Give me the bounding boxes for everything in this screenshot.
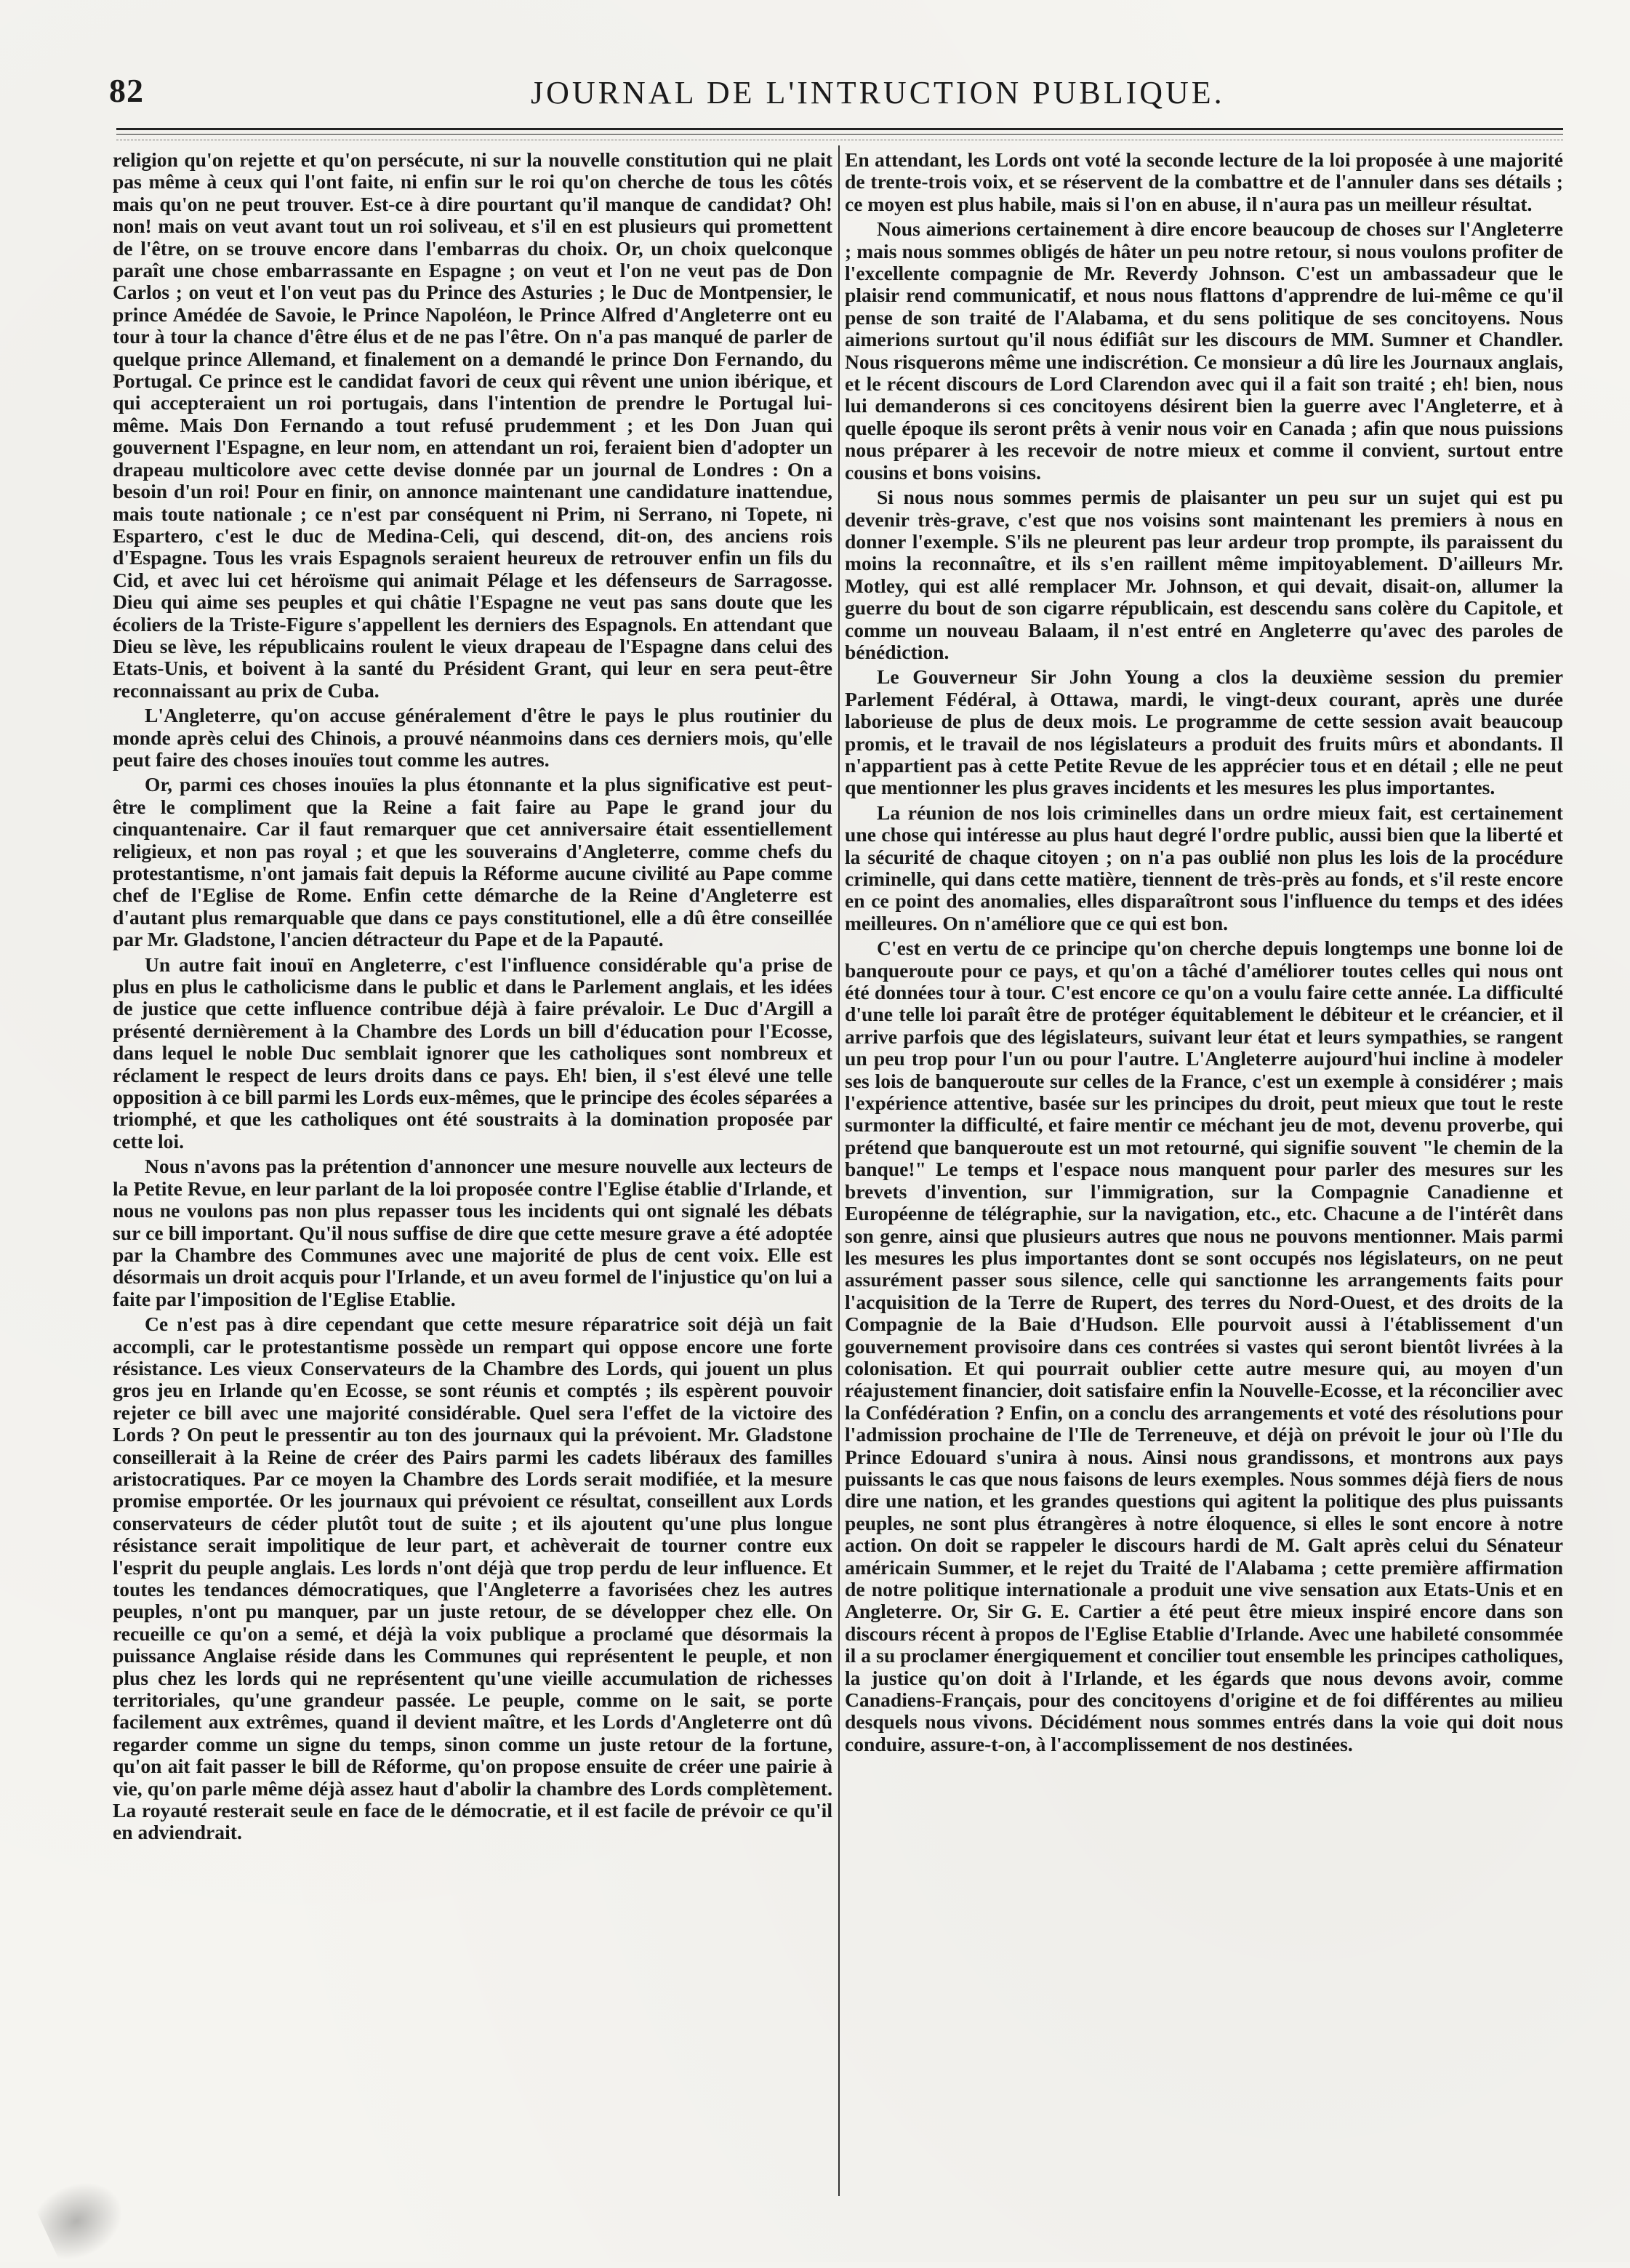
paragraph: Le Gouverneur Sir John Young a clos la deuxième session du premier Parlement Fédéral, à Ottawa, mardi, le vingt-deux courant, après une durée laborieuse de plus de deux mois. Le programme de cette session avait beaucoup promis, et le travail de nos législateurs a produit des fruits mûrs et abondants. Il n'appartient pas à cette Petite Revue de les apprécier tous et en détail ; elle ne peut que mentionner les plus graves incidents et les mesures les plus importantes. — [845, 665, 1563, 799]
paragraph: L'Angleterre, qu'on accuse généralement d'être le pays le plus routinier du monde après celui des Chinois, a prouvé néanmoins dans ces derniers mois, qu'elle peut faire des choses inouïes tout comme les autres. — [113, 704, 832, 771]
paragraph: Ce n'est pas à dire cependant que cette mesure réparatrice soit déjà un fait accompli, car le protestantisme possède un rempart qui oppose encore une forte résistance. Les vieux Conservateurs de la Chambre des Lords, qui jouent un plus gros jeu en Irlande qu'en Ecosse, se sont réunis et comptés ; ils espèrent pouvoir rejeter ce bill avec une majorité considérable. Quel sera l'effet de la victoire des Lords ? On peut le pressentir au ton des journaux qui la prévoient. Mr. Gladstone conseillerait à la Reine de créer des Pairs parmi les cadets libéraux des familles aristocratiques. Par ce moyen la Chambre des Lords serait modifiée, et la mesure promise emportée. Or les journaux qui prévoient ce résultat, conseillent aux Lords conservateurs de céder plutôt tout de suite ; et ils ajoutent qu'une plus longue résistance serait impolitique de leur part, et achèverait de tourner contre eux l'esprit du peuple anglais. Les lords n'ont déjà que trop perdu de leur influence. Et toutes les tendances démocratiques, que l'Angleterre a favorisées chez les autres peuples, n'ont pu manquer, par un juste retour, de se développer chez elle. On recueille ce qu'on a semé, et déjà la voix publique a proclamé que désormais la puissance Anglaise réside dans les Communes qui représentent le peuple, et non plus chez les lords qui ne représentent qu'une vieille accumulation de richesses territoriales, qu'une grandeur passée. Le peuple, comme on le sait, se porte facilement aux extrêmes, quand il devient maître, et les Lords d'Angleterre ont dû regarder comme un signe du temps, sinon comme un juste retour de la fortune, qu'on ait fait passer le bill de Réforme, qu'on propose ensuite de créer une pairie à vie, qu'on parle même déjà assez haut d'abolir la chambre des Lords complètement. La royauté resterait seule en face de le démocratie, et il est facile de prévoir ce qu'il en adviendrait. — [113, 1313, 832, 1844]
page-smudge — [32, 2168, 135, 2267]
right-column — [845, 149, 1563, 2112]
paragraph: Un autre fait inouï en Angleterre, c'est l'influence considérable qu'a prise de plus en plus le catholicisme dans le public et dans le Parlement anglais, et les idées de justice que cette influence contribue déjà à faire prévaloir. Le Duc d'Argill a présenté dernièrement à la Chambre des Lords un bill d'éducation pour l'Ecosse, dans lequel le noble Duc semblait ignorer que les catholiques sont nombreux et réclament le respect de leurs droits dans ce pays. Eh! bien, il s'est élevé une telle opposition à ce bill parmi les Lords eux-mêmes, que le principe des écoles séparées a triomphé, et que les catholiques ont été soustraits à la domination proposée par cette loi. — [113, 953, 832, 1153]
paragraph: Or, parmi ces choses inouïes la plus étonnante et la plus significative est peut-être le compliment que la Reine a fait faire au Pape le grand jour du cinquantenaire. Car il faut remarquer que cet anniversaire était essentiellement religieux, et non pas royal ; et que les souverains d'Angleterre, comme chefs du protestantisme, n'ont jamais fait depuis la Réforme aucune civilité au Pape comme chef de l'Eglise de Rome. Enfin cette démarche de la Reine d'Angleterre est d'autant plus remarquable que dans ce pays constitutionel, elle a dû être conseillée par Mr. Gladstone, l'ancien détracteur du Pape et de la Papauté. — [113, 773, 832, 951]
paragraph: Nous aimerions certainement à dire encore beaucoup de choses sur l'Angleterre ; mais nous sommes obligés de hâter un peu notre retour, si nous voulons profiter de l'excellente compagnie de Mr. Reverdy Johnson. C'est un ambassadeur que le plaisir rend communicatif, et nous nous flattons d'apprendre de lui-même ce qu'il pense de son traité de l'Alabama, et du sens politique de ses concitoyens. Nous aimerions surtout qu'il nous édifiât sur les discours de MM. Sumner et Chandler. Nous risquerons même une indiscrétion. Ce monsieur a dû lire les Journaux anglais, et le récent discours de Lord Clarendon avec qui il a fait son traité ; eh! bien, nous lui demanderons si ces concitoyens désirent bien la guerre avec l'Angleterre, et à quelle époque ils seront prêts à venir nous voir en Canada ; afin que nous puissions nous préparer à les recevoir de notre mieux et comme il convient, surtout entre cousins et bons voisins. — [845, 217, 1563, 484]
paragraph: En attendant, les Lords ont voté la seconde lecture de la loi proposée à une majorité de trente-trois voix, et se réservent de la combattre et de l'annuler dans ses détails ; ce moyen est plus habile, mais si l'on en abuse, il n'aura pas un meilleur résultat. — [845, 149, 1563, 215]
page-number: 82 — [109, 72, 144, 109]
journal-title: JOURNAL DE L'INTRUCTION PUBLIQUE. — [531, 75, 1225, 111]
paragraph: Nous n'avons pas la prétention d'annoncer une mesure nouvelle aux lecteurs de la Petite Revue, en leur parlant de la loi proposée contre l'Eglise établie d'Irlande, et nous ne voulons pas non plus repasser tous les incidents qui ont signalé les débats sur ce bill important. Qu'il nous suffise de dire que cette mesure grave a été adoptée par la Chambre des Communes avec une majorité de plus de cent voix. Elle est désormais un droit acquis pour l'Irlande, et un aveu formel de l'injustice qu'on lui a faite par l'imposition de l'Eglise Etablie. — [113, 1155, 832, 1310]
paragraph: C'est en vertu de ce principe qu'on cherche depuis longtemps une bonne loi de banqueroute pour ce pays, et qu'on a tâché d'améliorer toutes celles qui nous ont été données tour à tour. C'est encore ce qu'on a voulu faire cette année. La difficulté d'une telle loi paraît être de protéger équitablement le débiteur et le créancier, et il arrive parfois que des législateurs, suivant leur état et leurs sympathies, se rangent un peu trop pour l'un ou pour l'autre. L'Angleterre aujourd'hui incline à modeler ses lois de banqueroute sur celles de la France, c'est un exemple à considérer ; mais l'expérience attentive, basée sur les principes du droit, peut mieux que tout le reste surmonter la difficulté, et faire mentir ce méchant jeu de mot, devenu proverbe, qui prétend que banqueroute est un mot retourné, qui signifie souvent "le chemin de la banque!" Le temps et l'espace nous manquent pour parler des mesures sur les brevets d'invention, sur l'immigration, sur la Compagnie Canadienne et Européenne de télégraphie, sur la navigation, etc., etc. Chacune a de l'intérêt dans son genre, ainsi que plusieurs autres que nous ne pouvons mentionner. Mais parmi les mesures les plus importantes dont se sont occupés nos législateurs, on ne peut assurément passer sous silence, celle qui sanctionne les arrangements faits pour l'acquisition de la Terre de Rupert, des terres du Nord-Ouest, et des droits de la Compagnie de la Baie d'Hudson. Elle pourvoit aussi à l'établissement d'un gouvernement provisoire dans ces contrées si vastes qui seront bientôt livrées à la colonisation. Et qui pourrait oublier cette autre mesure qui, au moyen d'un réajustement financier, doit satisfaire enfin la Nouvelle-Ecosse, et la réconcilier avec la Confédération ? Enfin, on a conclu des arrangements et voté des résolutions pour l'admission prochaine de l'Ile de Terreneuve, et déjà on prévoit le jour où l'Ile du Prince Edouard s'unira à nous. Ainsi nous grandissons, et montrons aux pays puissants le cas que nous faisons de leurs exemples. Nous sommes déjà fiers de nous dire une nation, et les grandes questions qui agitent la politique des plus puissants peuples, ne sont plus étrangères à notre éloquence, si elles le sont encore à notre action. On doit se rappeler le discours hardi de M. Galt après celui du Sénateur américain Summer, et le rejet du Traité de l'Alabama ; cette première affirmation de notre politique internationale a produit une vive sensation aux Etats-Unis et en Angleterre. Or, Sir G. E. Cartier a été peut être mieux inspiré encore dans son discours récent à propos de l'Eglise Etablie d'Irlande. Avec une habileté consommée il a su proclamer énergiquement et concilier tout ensemble les principes catholiques, la justice qu'on doit à l'Irlande, et les égards que nous devons avoir, comme Canadiens-Français, pour des concitoyens d'origine et de foi différentes au milieu desquels nous vivons. Décidément nous sommes entrés dans la voie qui doit nous conduire, assure-t-on, à l'accomplissement de nos destinées. — [845, 937, 1563, 1755]
paragraph: Si nous nous sommes permis de plaisanter un peu sur un sujet qui est pu devenir très-grave, c'est que nos voisins sont maintenant les premiers à nous en donner l'exemple. S'ils ne pleurent pas leur ardeur trop prompte, ils paraissent du moins la reconnaître, et ils s'en raillent même impitoyablement. D'ailleurs Mr. Motley, qui est allé remplacer Mr. Johnson, et qui devait, disait-on, allumer la guerre du bout de son cigarre républicain, est descendu sans colère du Capitole, et comme un nouveau Balaam, il n'est entré en Angleterre qu'avec des paroles de bénédiction. — [845, 486, 1563, 663]
page-header — [109, 71, 1563, 115]
paragraph: religion qu'on rejette et qu'on persécute, ni sur la nouvelle constitution qui ne plait pas même à ceux qui l'ont faite, ni enfin sur le roi qu'on cherche de tous les côtés mais qu'on ne peut trouver. Est-ce à dire pourtant qu'il manque de candidat? Oh! non! mais on veut avant tout un roi soliveau, et s'il en est plusieurs qui promettent de l'être, on se trouve encore dans l'embarras du choix. Or, un choix quelconque paraît une chose embarrassante en Espagne ; on veut et l'on ne veut pas de Don Carlos ; on veut et l'on veut pas du Prince des Asturies ; le Duc de Montpensier, le prince Amédée de Savoie, le Prince Napoléon, le Prince Alfred d'Angleterre ont eu tour à tour la chance d'être élus et de ne pas l'être. On n'a pas manqué de parler de quelque prince Allemand, et finalement on a demandé le prince Don Fernando, du Portugal. Ce prince est le candidat favori de ceux qui rêvent une union ibérique, et qui accepteraient un roi portugais, dans l'intention de prendre le Portugal lui-même. Mais Don Fernando a tout refusé prudemment ; et les Don Juan qui gouvernent l'Espagne, en leur nom, en attendant un roi, feraient bien d'adopter un drapeau multicolore avec cette devise donnée par un journal de Londres : On a besoin d'un roi! Pour en finir, on annonce maintenant une candidature inattendue, mais toute nationale ; ce n'est par conséquent ni Prim, ni Serrano, ni Topete, ni Espartero, c'est le duc de Medina-Celi, qui descend, dit-on, des anciens rois d'Espagne. Tous les vrais Espagnols seraient heureux de retrouver enfin un fils du Cid, et avec lui cet héroïsme qui animait Pélage et les défenseurs de Sarragosse. Dieu qui aime ses peuples et qui châtie l'Espagne ne veut pas sans doute que les écoliers de la Triste-Figure s'appellent les derniers des Espagnols. En attendant que Dieu se lève, les républicains roulent le vieux drapeau de l'Espagne dans celui des Etats-Unis, et boivent à la santé du Président Grant, qui leur en sera peut-être reconnaissant au prix de Cuba. — [113, 149, 832, 702]
header-rule-thick — [116, 128, 1563, 130]
paragraph: La réunion de nos lois criminelles dans un ordre mieux fait, est certainement une chose qui intéresse au plus haut degré l'ordre public, aussi bien que la liberté et la sécurité de chaque citoyen ; on n'a pas oublié non plus les lois de la procédure criminelle, qui dans cette matière, tiennent de très-près au fonds, et s'il reste encore en ce point des anomalies, elles disparaîtront sous l'influence du temps et des idées meilleures. On n'améliore que ce qui est bon. — [845, 801, 1563, 934]
header-rule-thin — [116, 134, 1563, 135]
column-divider — [838, 145, 840, 2196]
left-column — [113, 149, 832, 2149]
